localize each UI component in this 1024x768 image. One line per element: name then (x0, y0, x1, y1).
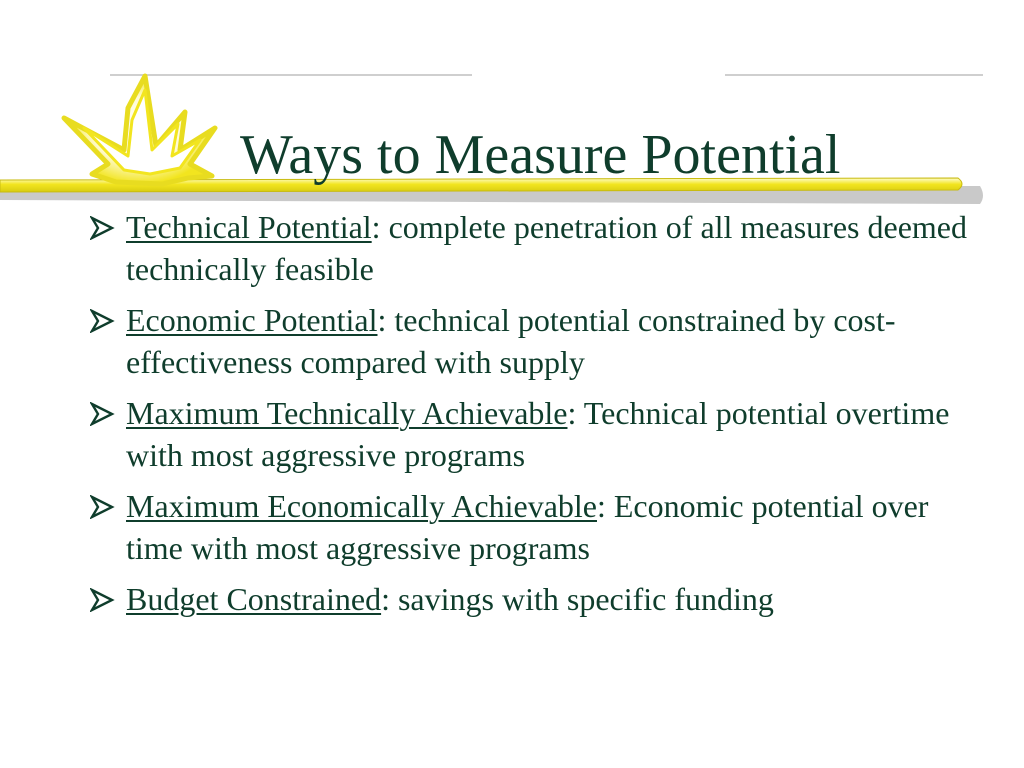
list-item (90, 392, 990, 476)
bullet-term: Maximum Economically Achievable (126, 488, 597, 524)
arrowhead-bullet-icon (90, 588, 116, 612)
bullet-term: Budget Constrained (126, 581, 382, 617)
bullet-text: : Economic potential over time with most aggressive programs (126, 488, 929, 566)
slide-title: Ways to Measure Potential (240, 124, 841, 186)
list-item (90, 578, 990, 620)
arrowhead-bullet-icon (90, 402, 116, 426)
bullet-term: Maximum Technically Achievable (126, 395, 568, 431)
bullet-text: : savings with specific funding (381, 581, 774, 617)
bullet-term: Technical Potential (126, 209, 372, 245)
bullet-text: : Technical potential overtime with most aggressive programs (126, 395, 950, 473)
arrowhead-bullet-icon (90, 309, 116, 333)
list-item (90, 206, 990, 290)
arrowhead-bullet-icon (90, 216, 116, 240)
list-item (90, 299, 990, 383)
bullet-list (90, 206, 990, 629)
list-item (90, 485, 990, 569)
bullet-term: Economic Potential (126, 302, 378, 338)
arrowhead-bullet-icon (90, 495, 116, 519)
bullet-text: : complete penetration of all measures deemed technically feasible (126, 209, 967, 287)
bullet-text: : technical potential constrained by cost-effectiveness compared with supply (126, 302, 896, 380)
starburst-icon (64, 76, 215, 184)
